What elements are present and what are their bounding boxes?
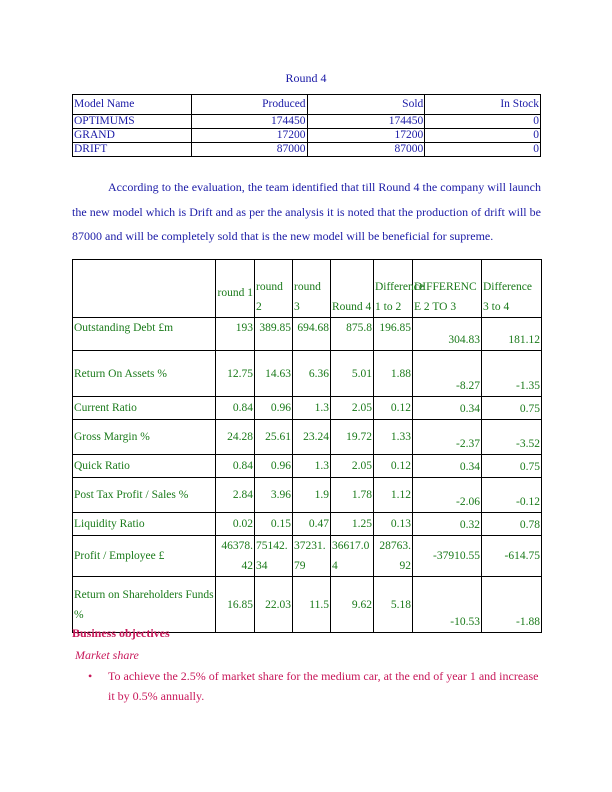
round-2-value: 14.63 [255,351,293,397]
diff-3-4-value: 0.75 [482,397,542,420]
round-1-value: 16.85 [216,577,255,633]
round-1-value: 2.84 [216,478,255,513]
round-2-value: 0.96 [255,397,293,420]
col-round-2: round 2 [255,260,293,318]
round-title: Round 4 [285,71,327,85]
bullet-icon: • [88,669,93,683]
diff-1-2-value: 196.85 [374,318,413,351]
round-1-value: 46378.42 [216,536,255,577]
round-3-value: 6.36 [293,351,331,397]
table-row [73,420,542,455]
table-row [73,513,542,536]
round-3-value: 11.5 [293,577,331,633]
header-blank [73,260,216,318]
round-2-value: 0.96 [255,455,293,478]
metric-label: Return On Assets % [73,351,216,397]
produced-value: 87000 [191,143,307,157]
metric-label: Liquidity Ratio [73,513,216,536]
col-round-4: Round 4 [331,260,374,318]
table-row [73,318,542,351]
diff-2-3-value: -37910.55 [413,536,482,577]
round-4-value: 5.01 [331,351,374,397]
table-row [73,478,542,513]
round-3-value: 37231.79 [293,536,331,577]
diff-1-2-value: 0.13 [374,513,413,536]
round-4-value: 2.05 [331,455,374,478]
diff-1-2-value: 5.18 [374,577,413,633]
table-row [73,351,542,397]
objective-text: To achieve the 2.5% of market share for the medium car, at the end of year 1 and increase it by 0.5% annually. [108,669,539,703]
objective-bullet-item [88,666,541,706]
round-4-value: 36617.04 [331,536,374,577]
round-4-value: 875.8 [331,318,374,351]
diff-2-3-value: -8.27 [413,351,482,397]
round-1-value: 24.28 [216,420,255,455]
col-difference-2-to-3: DIFFERENCE 2 TO 3 [413,260,482,318]
metric-label: Post Tax Profit / Sales % [73,478,216,513]
diff-2-3-value: -2.06 [413,478,482,513]
diff-2-3-value: -2.37 [413,420,482,455]
stock-table [72,94,541,157]
table-row [73,577,542,633]
diff-1-2-value: 1.12 [374,478,413,513]
round-3-value: 1.3 [293,455,331,478]
sold-value: 87000 [307,143,425,157]
in-stock-value: 0 [425,143,541,157]
diff-3-4-value: 181.12 [482,318,542,351]
round-4-value: 1.78 [331,478,374,513]
round-1-value: 0.84 [216,455,255,478]
diff-3-4-value: -3.52 [482,420,542,455]
col-round-3: round 3 [293,260,331,318]
round-2-value: 75142.34 [255,536,293,577]
col-in-stock: In Stock [425,95,541,115]
round-4-value: 9.62 [331,577,374,633]
diff-2-3-value: 304.83 [413,318,482,351]
diff-2-3-value: -10.53 [413,577,482,633]
sold-value: 17200 [307,129,425,143]
round-2-value: 3.96 [255,478,293,513]
sold-value: 174450 [307,115,425,129]
diff-1-2-value: 0.12 [374,455,413,478]
round-2-value: 0.15 [255,513,293,536]
metric-label: Return on Shareholders Funds % [73,577,216,633]
round-1-value: 193 [216,318,255,351]
diff-3-4-value: 0.75 [482,455,542,478]
diff-3-4-value: 0.78 [482,513,542,536]
stock-table-header [73,95,541,115]
round-3-value: 694.68 [293,318,331,351]
round-3-value: 23.24 [293,420,331,455]
produced-value: 17200 [191,129,307,143]
table-row [73,129,541,143]
col-difference-1-to-2: Difference 1 to 2 [374,260,413,318]
market-share-subheading: Market share [75,648,139,662]
ratio-table-header [73,260,542,318]
round-1-value: 12.75 [216,351,255,397]
produced-value: 174450 [191,115,307,129]
round-3-value: 0.47 [293,513,331,536]
diff-3-4-value: -614.75 [482,536,542,577]
model-name: DRIFT [73,143,192,157]
col-sold: Sold [307,95,425,115]
round-3-value: 1.9 [293,478,331,513]
round-2-value: 389.85 [255,318,293,351]
col-produced: Produced [191,95,307,115]
metric-label: Gross Margin % [73,420,216,455]
col-difference-3-to-4: Difference 3 to 4 [482,260,542,318]
table-row [73,397,542,420]
round-3-value: 1.3 [293,397,331,420]
metric-label: Current Ratio [73,397,216,420]
metric-label: Profit / Employee £ [73,536,216,577]
round-4-value: 1.25 [331,513,374,536]
round-1-value: 0.84 [216,397,255,420]
diff-3-4-value: -0.12 [482,478,542,513]
diff-3-4-value: -1.88 [482,577,542,633]
table-row [73,143,541,157]
round-4-value: 19.72 [331,420,374,455]
ratio-table [72,259,542,633]
in-stock-value: 0 [425,115,541,129]
diff-2-3-value: 0.32 [413,513,482,536]
round-2-value: 22.03 [255,577,293,633]
table-row [73,115,541,129]
diff-2-3-value: 0.34 [413,455,482,478]
round-2-value: 25.61 [255,420,293,455]
in-stock-value: 0 [425,129,541,143]
table-row [73,455,542,478]
diff-1-2-value: 0.12 [374,397,413,420]
model-name: OPTIMUMS [73,115,192,129]
business-objectives-heading: Business objectives [72,626,170,640]
diff-3-4-value: -1.35 [482,351,542,397]
table-row [73,536,542,577]
round-1-value: 0.02 [216,513,255,536]
col-model-name: Model Name [73,95,192,115]
analysis-paragraph: According to the evaluation, the team identified that till Round 4 the company will launch the new model which is Drift and as per the analysis it is noted that the production of drift will be 87000 and will be completely sold that is the new model will be beneficial for supreme. [72,180,541,243]
metric-label: Outstanding Debt £m [73,318,216,351]
diff-1-2-value: 28763.92 [374,536,413,577]
diff-1-2-value: 1.33 [374,420,413,455]
model-name: GRAND [73,129,192,143]
round-4-value: 2.05 [331,397,374,420]
metric-label: Quick Ratio [73,455,216,478]
diff-1-2-value: 1.88 [374,351,413,397]
diff-2-3-value: 0.34 [413,397,482,420]
col-round-1: round 1 [216,260,255,318]
